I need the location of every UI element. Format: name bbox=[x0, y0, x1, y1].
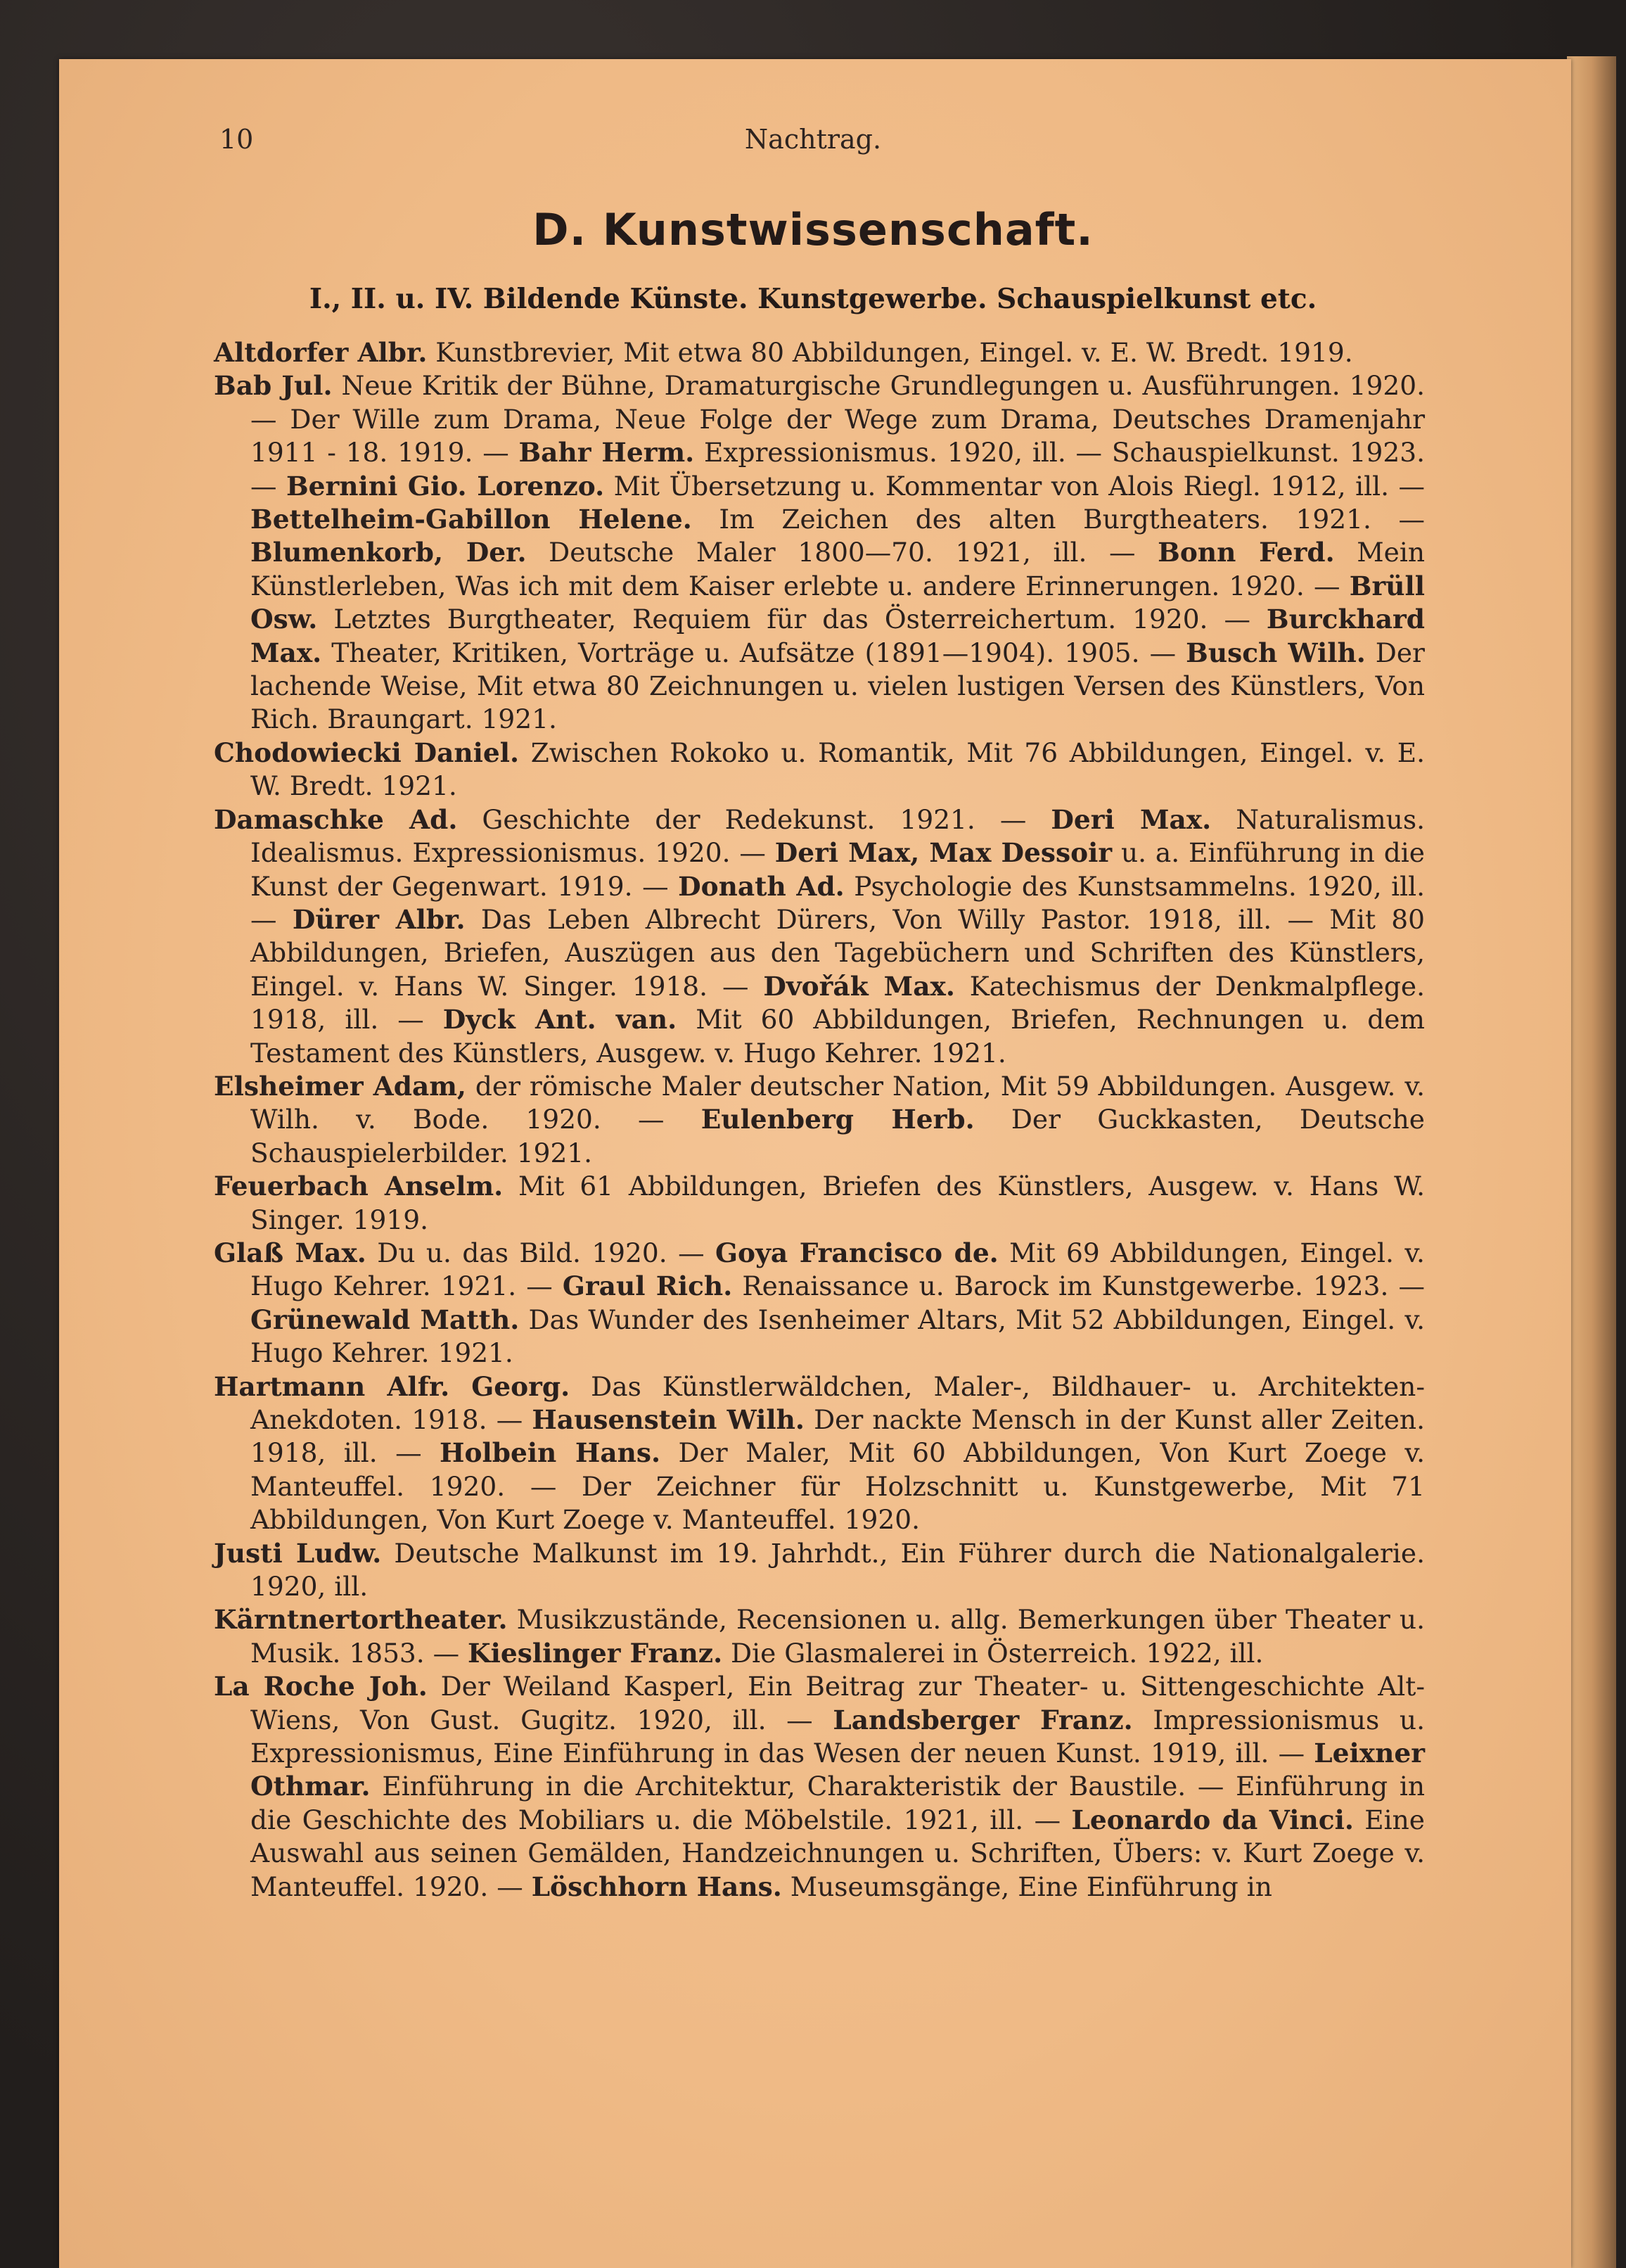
entry-author: Donath Ad. bbox=[678, 870, 845, 902]
bibliography-entry bbox=[214, 803, 1425, 1070]
entry-text: Theater, Kritiken, Vorträge u. Aufsätze (1891—1904). 1905. — bbox=[321, 637, 1186, 668]
entry-text: Mit 69 Abbildungen, Eingel. v. Hugo Kehrer. 1921. — bbox=[250, 1237, 1425, 1302]
entry-text: Einführung in die Architektur, Charakteristik der Baustile. — Einführung in die Geschichte des Mobiliars u. die Möbelstile. 1921, ill. — bbox=[250, 1771, 1425, 1835]
entry-text: Eine Auswahl aus seinen Gemälden, Handzeichnungen u. Schriften, Übers: v. Kurt Zoege v. Manteuffel. 1920. — bbox=[250, 1804, 1425, 1902]
entry-text: Der lachende Weise, Mit etwa 80 Zeichnungen u. vielen lustigen Versen des Künstlers, Von Rich. Braungart. 1921. bbox=[250, 637, 1425, 735]
entry-author: Dürer Albr. bbox=[292, 903, 466, 935]
entry-author: Bab Jul. bbox=[214, 370, 333, 402]
entry-author: Brüll Osw. bbox=[250, 570, 1425, 635]
bibliography-entry bbox=[214, 1070, 1425, 1170]
entry-author: Grünewald Matth. bbox=[250, 1304, 520, 1335]
entry-author: Goya Francisco de. bbox=[715, 1237, 999, 1268]
entry-author: Kärntnertortheater. bbox=[214, 1604, 508, 1636]
entry-author: Glaß Max. bbox=[214, 1237, 366, 1268]
entry-author: La Roche Joh. bbox=[214, 1671, 428, 1702]
entry-author: Eulenberg Herb. bbox=[700, 1104, 975, 1135]
entry-author: Justi Ludw. bbox=[214, 1537, 382, 1569]
entry-text: Impressionismus u. Expressionismus, Eine Einführung in das Wesen der neuen Kunst. 1919, ill. — bbox=[250, 1704, 1425, 1769]
entry-author: Chodowiecki Daniel. bbox=[214, 737, 520, 768]
entry-text: Psychologie des Kunstsammelns. 1920, ill. — bbox=[250, 870, 1425, 935]
page-header bbox=[219, 124, 1407, 159]
entry-text: Der Guckkasten, Deutsche Schauspielerbilder. 1921. bbox=[250, 1104, 1426, 1168]
bibliography-entry bbox=[214, 1170, 1425, 1237]
entry-text: Deutsche Maler 1800—70. 1921, ill. — bbox=[526, 537, 1158, 568]
entry-author: Löschhorn Hans. bbox=[531, 1871, 782, 1902]
entry-author: Kieslinger Franz. bbox=[468, 1637, 723, 1669]
bibliography-entry bbox=[214, 336, 1425, 369]
entry-author: Holbein Hans. bbox=[440, 1437, 661, 1469]
entry-author: Blumenkorb, Der. bbox=[250, 537, 527, 568]
entry-author: Bernini Gio. Lorenzo. bbox=[286, 470, 605, 502]
entry-author: Landsberger Franz. bbox=[833, 1704, 1133, 1735]
subsection-title: I., II. u. IV. Bildende Künste. Kunstgewerbe. Schauspielkunst etc. bbox=[309, 283, 1317, 315]
entry-text: Musikzustände, Recensionen u. allg. Bemerkungen über Theater u. Musik. 1853. — bbox=[250, 1604, 1425, 1669]
entry-text: Mit Übersetzung u. Kommentar von Alois Riegl. 1912, ill. — bbox=[604, 470, 1425, 502]
entry-text: Das Künstlerwäldchen, Maler-, Bildhauer- u. Architekten-Anekdoten. 1918. — bbox=[250, 1370, 1425, 1435]
entry-author: Graul Rich. bbox=[562, 1270, 733, 1302]
entry-author: Feuerbach Anselm. bbox=[214, 1171, 504, 1202]
entry-text: Zwischen Rokoko u. Romantik, Mit 76 Abbildungen, Eingel. v. E. W. Bredt. 1921. bbox=[250, 737, 1425, 802]
entry-author: Bettelheim-Gabillon Helene. bbox=[250, 504, 692, 535]
bibliography-entries bbox=[214, 336, 1425, 1904]
entry-text: Letztes Burgtheater, Requiem für das Österreichertum. 1920. — bbox=[317, 604, 1267, 635]
entry-author: Hausenstein Wilh. bbox=[532, 1404, 805, 1435]
entry-text: Das Leben Albrecht Dürers, Von Willy Pastor. 1918, ill. — Mit 80 Abbildungen, Briefen, Auszügen aus den Tagebüchern und Schriften des Künstlers, Eingel. v. Hans W. Singer. 1918. — bbox=[250, 903, 1426, 1002]
entry-author: Deri Max. bbox=[1051, 803, 1212, 835]
entry-author: Hartmann Alfr. Georg. bbox=[214, 1370, 570, 1402]
entry-author: Burckhard Max. bbox=[250, 604, 1425, 668]
entry-author: Busch Wilh. bbox=[1186, 637, 1366, 668]
bibliography-entry bbox=[214, 1370, 1425, 1537]
entry-text: u. a. Einführung in die Kunst der Gegenwart. 1919. — bbox=[250, 837, 1425, 902]
bibliography-entry bbox=[214, 1670, 1425, 1904]
bibliography-entry bbox=[214, 737, 1425, 803]
entry-author: Altdorfer Albr. bbox=[214, 337, 428, 368]
entry-text: Das Wunder des Isenheimer Altars, Mit 52 Abbildungen, Eingel. v. Hugo Kehrer. 1921. bbox=[250, 1304, 1426, 1369]
entry-author: Leixner Othmar. bbox=[250, 1738, 1425, 1802]
entry-text: Museumsgänge, Eine Einführung in bbox=[781, 1871, 1272, 1902]
entry-text: Mein Künstlerleben, Was ich mit dem Kaiser erlebte u. andere Erinnerungen. 1920. — bbox=[250, 537, 1425, 601]
entry-text: Deutsche Malkunst im 19. Jahrhdt., Ein Führer durch die Nationalgalerie. 1920, ill. bbox=[250, 1537, 1425, 1603]
entry-author: Elsheimer Adam, bbox=[214, 1070, 466, 1102]
entry-text: Naturalismus. Idealismus. Expressionismus. 1920. — bbox=[250, 803, 1425, 869]
running-head: Nachtrag. bbox=[744, 124, 882, 155]
entry-text: der römische Maler deutscher Nation, Mit 59 Abbildungen. Ausgew. v. Wilh. v. Bode. 1920. — bbox=[250, 1070, 1426, 1135]
entry-text: Mit 60 Abbildungen, Briefen, Rechnungen u. dem Testament des Künstlers, Ausgew. v. Hugo Kehrer. 1921. bbox=[250, 1004, 1425, 1069]
entry-author: Dvořák Max. bbox=[763, 970, 955, 1002]
entry-text: Renaissance u. Barock im Kunstgewerbe. 1923. — bbox=[732, 1270, 1426, 1302]
entry-text: Mit 61 Abbildungen, Briefen des Künstlers, Ausgew. v. Hans W. Singer. 1919. bbox=[250, 1171, 1425, 1235]
entry-text: Katechismus der Denkmalpflege. 1918, ill. — bbox=[250, 970, 1425, 1036]
entry-text: Der Maler, Mit 60 Abbildungen, Von Kurt Zoege v. Manteuffel. 1920. — Der Zeichner für Holzschnitt u. Kunstgewerbe, Mit 71 Abbildungen, Von Kurt Zoege v. Manteuffel. 1920. bbox=[250, 1437, 1425, 1536]
entry-author: Damaschke Ad. bbox=[214, 803, 458, 835]
entry-author: Deri Max, Max Dessoir bbox=[774, 837, 1113, 869]
entry-author: Bonn Ferd. bbox=[1158, 537, 1335, 568]
entry-text: Expressionismus. 1920, ill. — Schauspielkunst. 1923. — bbox=[250, 437, 1425, 502]
entry-text: Neue Kritik der Bühne, Dramaturgische Grundlegungen u. Ausführungen. 1920. — Der Wille zum Drama, Neue Folge der Wege zum Drama, Deutsches Dramenjahr 1911 - 18. 1919. — bbox=[250, 370, 1425, 469]
entry-author: Leonardo da Vinci. bbox=[1071, 1804, 1354, 1835]
entry-author: Bahr Herm. bbox=[518, 437, 695, 469]
bibliography-entry bbox=[214, 1237, 1425, 1370]
bibliography-entry bbox=[214, 1603, 1425, 1670]
entry-text: Der Weiland Kasperl, Ein Beitrag zur Theater- u. Sittengeschichte Alt-Wiens, Von Gust. Gugitz. 1920, ill. — bbox=[250, 1671, 1426, 1735]
bibliography-entry bbox=[214, 369, 1425, 736]
bibliography-entry bbox=[214, 1537, 1425, 1604]
entry-text: Im Zeichen des alten Burgtheaters. 1921. — bbox=[691, 504, 1425, 535]
entry-text: Die Glasmalerei in Österreich. 1922, ill. bbox=[722, 1637, 1264, 1669]
entry-text: Geschichte der Redekunst. 1921. — bbox=[457, 803, 1051, 835]
entry-text: Kunstbrevier, Mit etwa 80 Abbildungen, Eingel. v. E. W. Bredt. 1919. bbox=[427, 337, 1353, 368]
entry-text: Du u. das Bild. 1920. — bbox=[366, 1237, 716, 1268]
entry-text: Der nackte Mensch in der Kunst aller Zeiten. 1918, ill. — bbox=[250, 1404, 1425, 1469]
section-title: D. Kunstwissenschaft. bbox=[532, 204, 1094, 255]
adjacent-page-edge bbox=[1567, 56, 1616, 2268]
entry-author: Dyck Ant. van. bbox=[442, 1004, 677, 1036]
page-number: 10 bbox=[219, 124, 254, 155]
